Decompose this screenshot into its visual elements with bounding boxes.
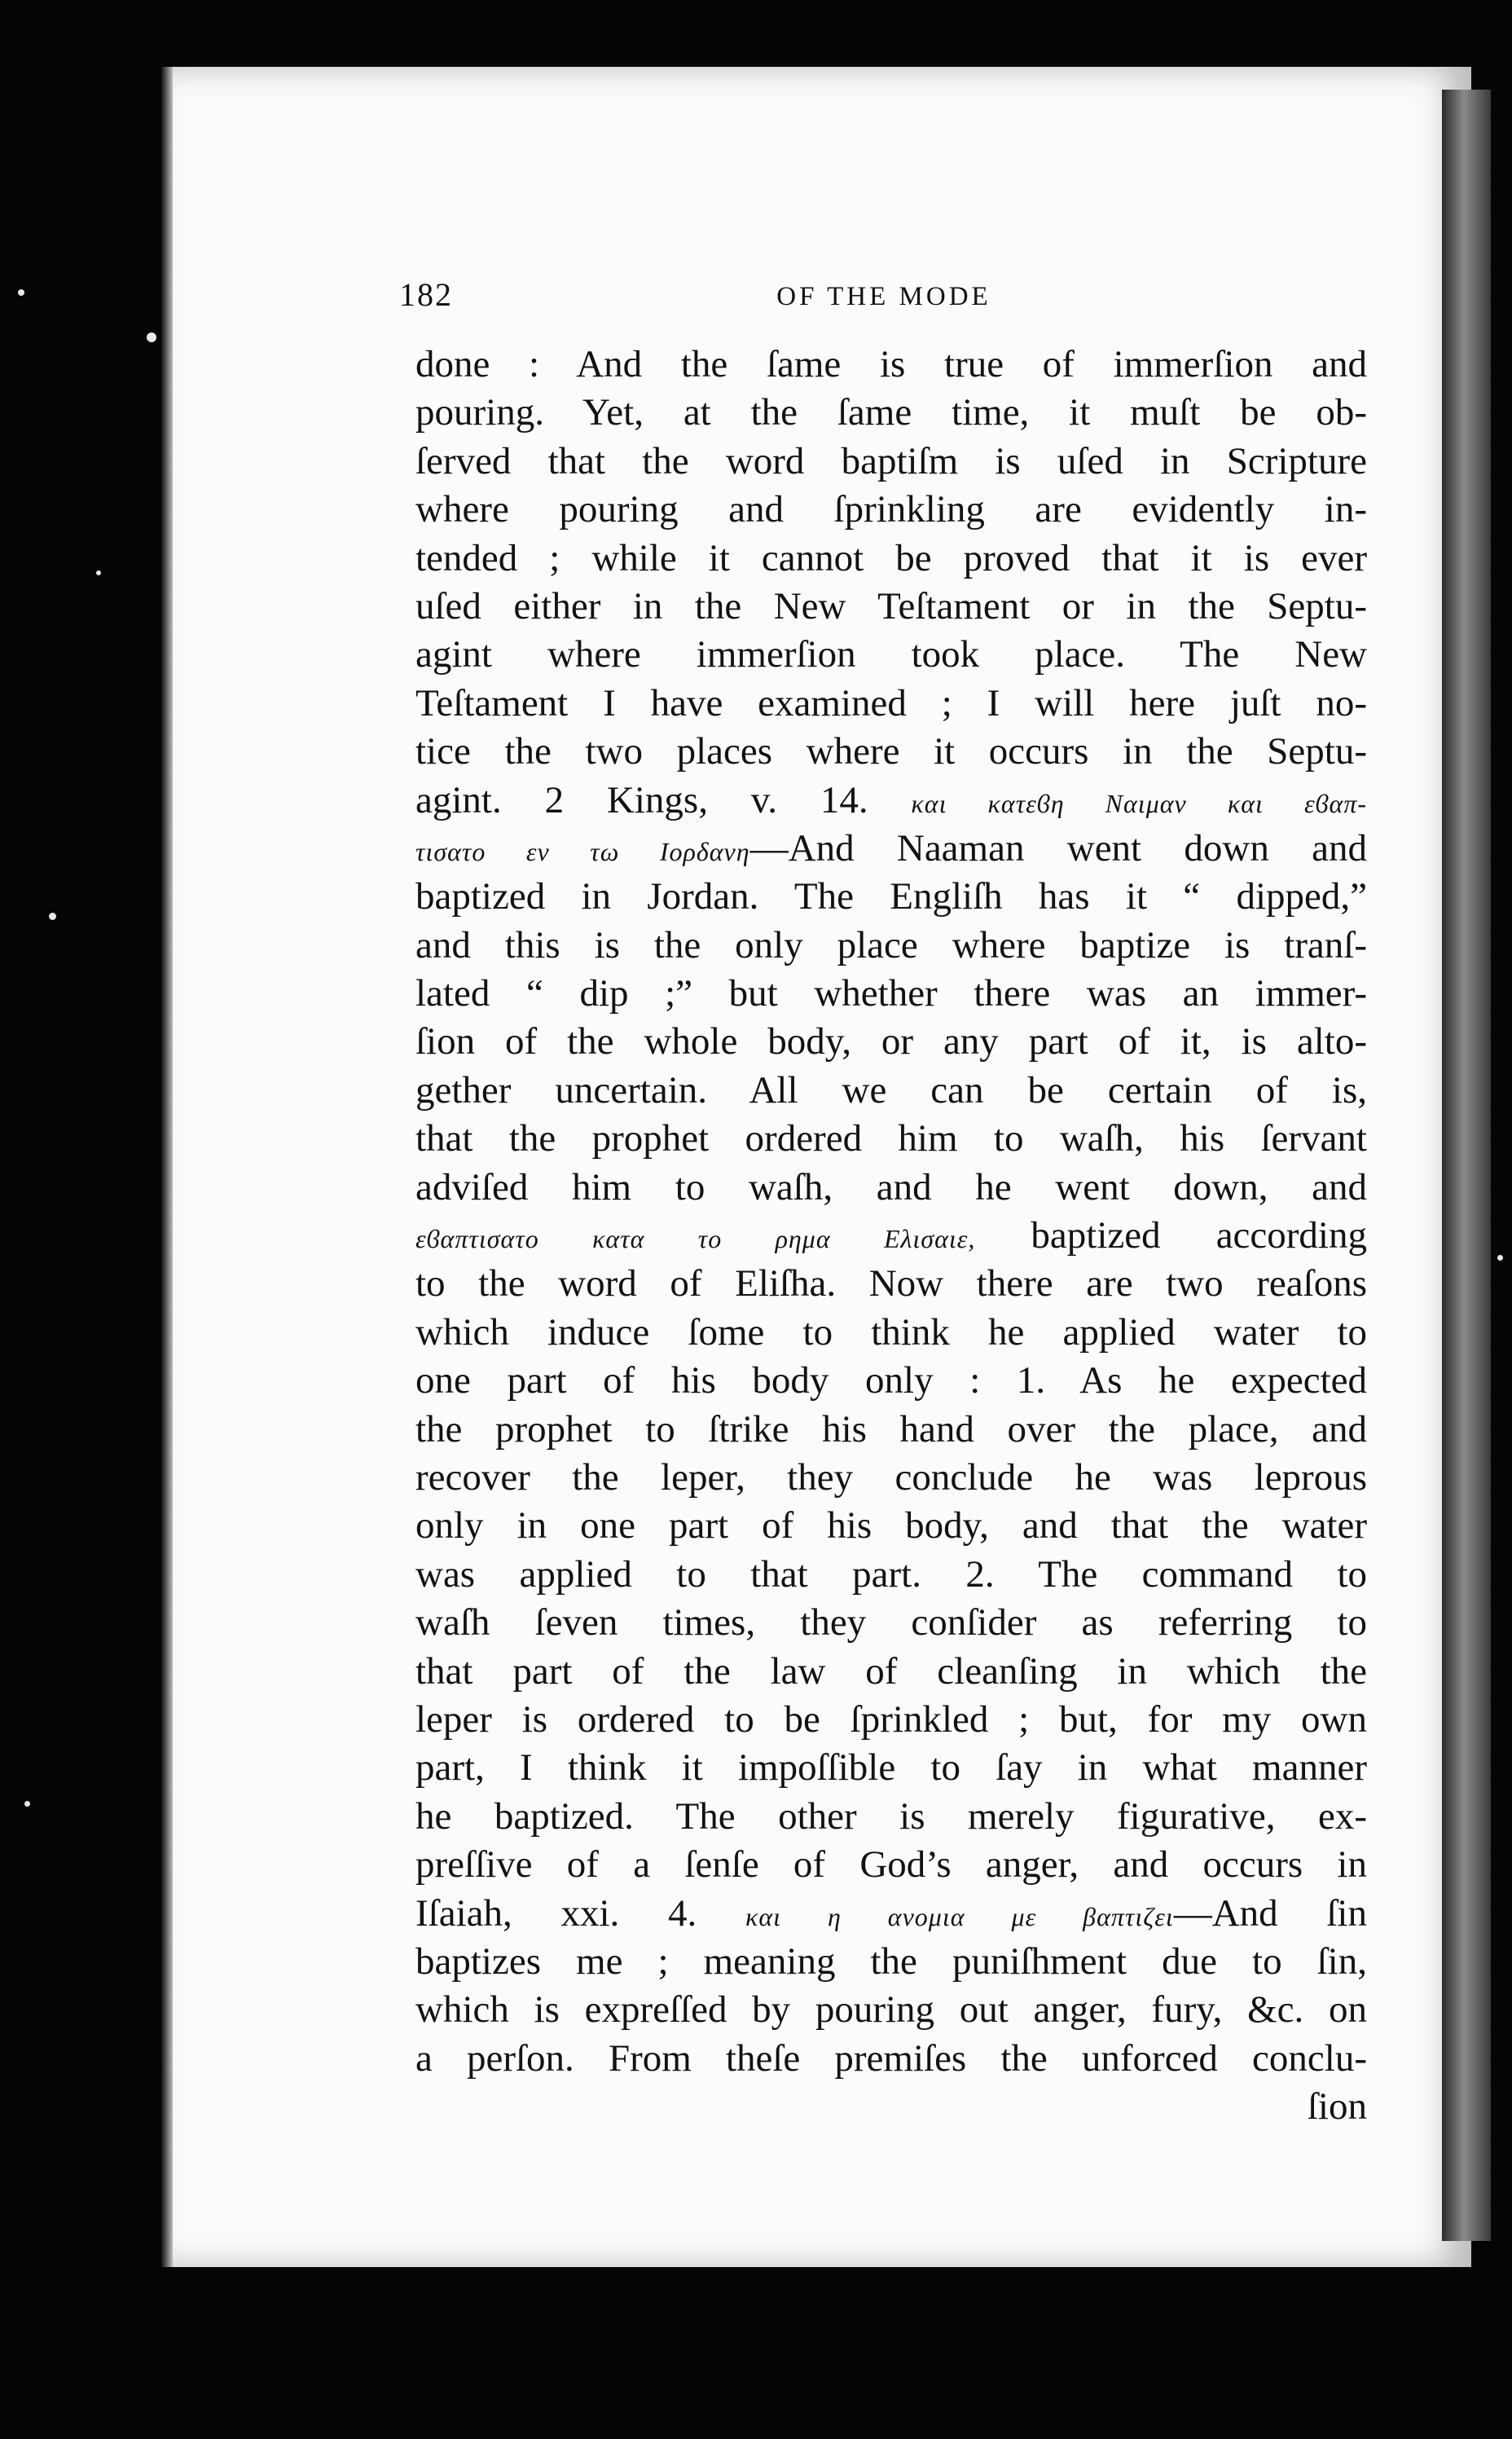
text-line (415, 1309, 1367, 1357)
text-line (415, 1018, 1367, 1066)
text-segment: that the prophet ordered him to waſh, his ſervant (415, 1117, 1367, 1160)
text-segment: which induce ſome to think he applied water to (415, 1310, 1367, 1354)
text-line (415, 1793, 1367, 1841)
text-line (415, 1406, 1367, 1454)
text-line (415, 1551, 1367, 1599)
text-line (415, 1357, 1367, 1405)
text-segment: baptized in Jordan. The Engliſh has it “ dipped,” (415, 875, 1367, 918)
text-segment: pouring. Yet, at the ſame time, it muſt be ob- (415, 391, 1367, 434)
text-segment: one part of his body only : 1. As he expected (415, 1359, 1367, 1402)
scan-speck (49, 913, 56, 920)
text-line (415, 1164, 1367, 1212)
text-line (415, 1841, 1367, 1889)
text-line (415, 680, 1367, 728)
text-segment: Teſtament I have examined ; I will here juſt no- (415, 681, 1367, 724)
text-line (415, 2035, 1367, 2083)
text-segment: that part of the law of cleanſing in which the (415, 1649, 1367, 1693)
text-line (415, 873, 1367, 921)
text-line (415, 1454, 1367, 1502)
text-line (415, 535, 1367, 583)
text-line (415, 1744, 1367, 1792)
text-segment: only in one part of his body, and that the water (415, 1504, 1367, 1547)
text-line (415, 728, 1367, 776)
scan-speck (18, 289, 24, 296)
text-segment: uſed either in the New Teſtament or in the Septu- (415, 584, 1367, 627)
text-segment: tice the two places where it occurs in the Septu- (415, 730, 1367, 773)
text-segment: baptized according (975, 1214, 1367, 1257)
greek-quotation: και η ανομια με βαπτιζει (745, 1901, 1174, 1931)
running-head (399, 275, 1369, 316)
text-segment: he baptized. The other is merely figurative, ex- (415, 1794, 1367, 1838)
text-line (415, 1115, 1367, 1163)
text-line (415, 1502, 1367, 1550)
text-segment: the prophet to ſtrike his hand over the place, and (415, 1407, 1367, 1451)
text-segment: —And Naaman went down and (749, 826, 1367, 869)
text-line (415, 1067, 1367, 1115)
greek-quotation: τισατο εν τω Ιορδανη (415, 836, 750, 866)
greek-quotation: εϐαπτισατο κατα το ρημα Ελισαιε, (415, 1224, 976, 1254)
scan-speck (147, 332, 156, 342)
text-segment: a perſon. From theſe premiſes the unforced conclu- (415, 2036, 1367, 2080)
text-segment: which is expreſſed by pouring out anger, fury, &c. on (415, 1988, 1367, 2032)
text-segment: —And ſin (1173, 1891, 1367, 1935)
text-segment: preſſive of a ſenſe of God’s anger, and occurs in (415, 1843, 1367, 1886)
text-segment: was applied to that part. 2. The command to (415, 1552, 1367, 1596)
scan-speck (1497, 1255, 1503, 1261)
text-segment: lated “ dip ;” but whether there was an immer- (415, 972, 1367, 1015)
text-line (415, 1986, 1367, 2034)
text-segment: baptizes me ; meaning the puniſhment due to ſin, (415, 1939, 1367, 1983)
scan-speck (96, 570, 101, 575)
text-segment: adviſed him to waſh, and he went down, and (415, 1165, 1367, 1208)
text-line (415, 922, 1367, 970)
text-line (415, 1648, 1367, 1696)
text-line (415, 583, 1367, 631)
text-segment: done : And the ſame is true of immerſion and (415, 343, 1367, 385)
text-line (415, 631, 1367, 679)
text-line (415, 1599, 1367, 1647)
text-segment: recover the leper, they conclude he was leprous (415, 1455, 1367, 1499)
text-segment: to the word of Eliſha. Now there are two reaſons (415, 1262, 1367, 1305)
text-line (415, 1696, 1367, 1744)
text-segment: where pouring and ſprinkling are evidently in- (415, 488, 1367, 531)
text-line (415, 486, 1367, 534)
text-segment: tended ; while it cannot be proved that it is ever (415, 536, 1367, 579)
greek-quotation: και κατεϐη Ναιμαν και εϐαπ- (911, 788, 1368, 818)
text-segment: ſerved that the word baptiſm is uſed in Scripture (415, 439, 1367, 482)
text-line (415, 1938, 1367, 1986)
text-line (415, 341, 1367, 389)
body-text (415, 341, 1367, 2131)
page-heading: OF THE MODE (776, 282, 991, 311)
text-line (415, 1890, 1367, 1938)
text-segment: and this is the only place where baptize is tranſ- (415, 923, 1367, 966)
text-segment: part, I think it impoſſible to ſay in what manner (415, 1746, 1367, 1790)
text-segment: agint. 2 Kings, v. 14. (415, 778, 912, 821)
text-segment: agint where immerſion took place. The New (415, 633, 1367, 676)
page-gutter-shadow (1442, 90, 1491, 2241)
page-number: 182 (399, 276, 453, 313)
text-line (415, 389, 1367, 437)
text-line (415, 970, 1367, 1018)
text-segment: Iſaiah, xxi. 4. (415, 1891, 745, 1935)
text-segment: waſh ſeven times, they conſider as referring to (415, 1601, 1367, 1644)
text-line (415, 438, 1367, 486)
text-line (415, 1260, 1367, 1308)
text-segment: ſion of the whole body, or any part of it, is alto- (415, 1020, 1367, 1063)
text-segment: leper is ordered to be ſprinkled ; but, for my own (415, 1697, 1367, 1741)
text-segment: ſion (1307, 2085, 1367, 2129)
text-line (415, 2083, 1367, 2131)
text-line (415, 1212, 1367, 1260)
text-line (415, 825, 1367, 873)
scan-speck (24, 1801, 30, 1807)
text-line (415, 777, 1367, 825)
text-segment: gether uncertain. All we can be certain of is, (415, 1068, 1367, 1112)
